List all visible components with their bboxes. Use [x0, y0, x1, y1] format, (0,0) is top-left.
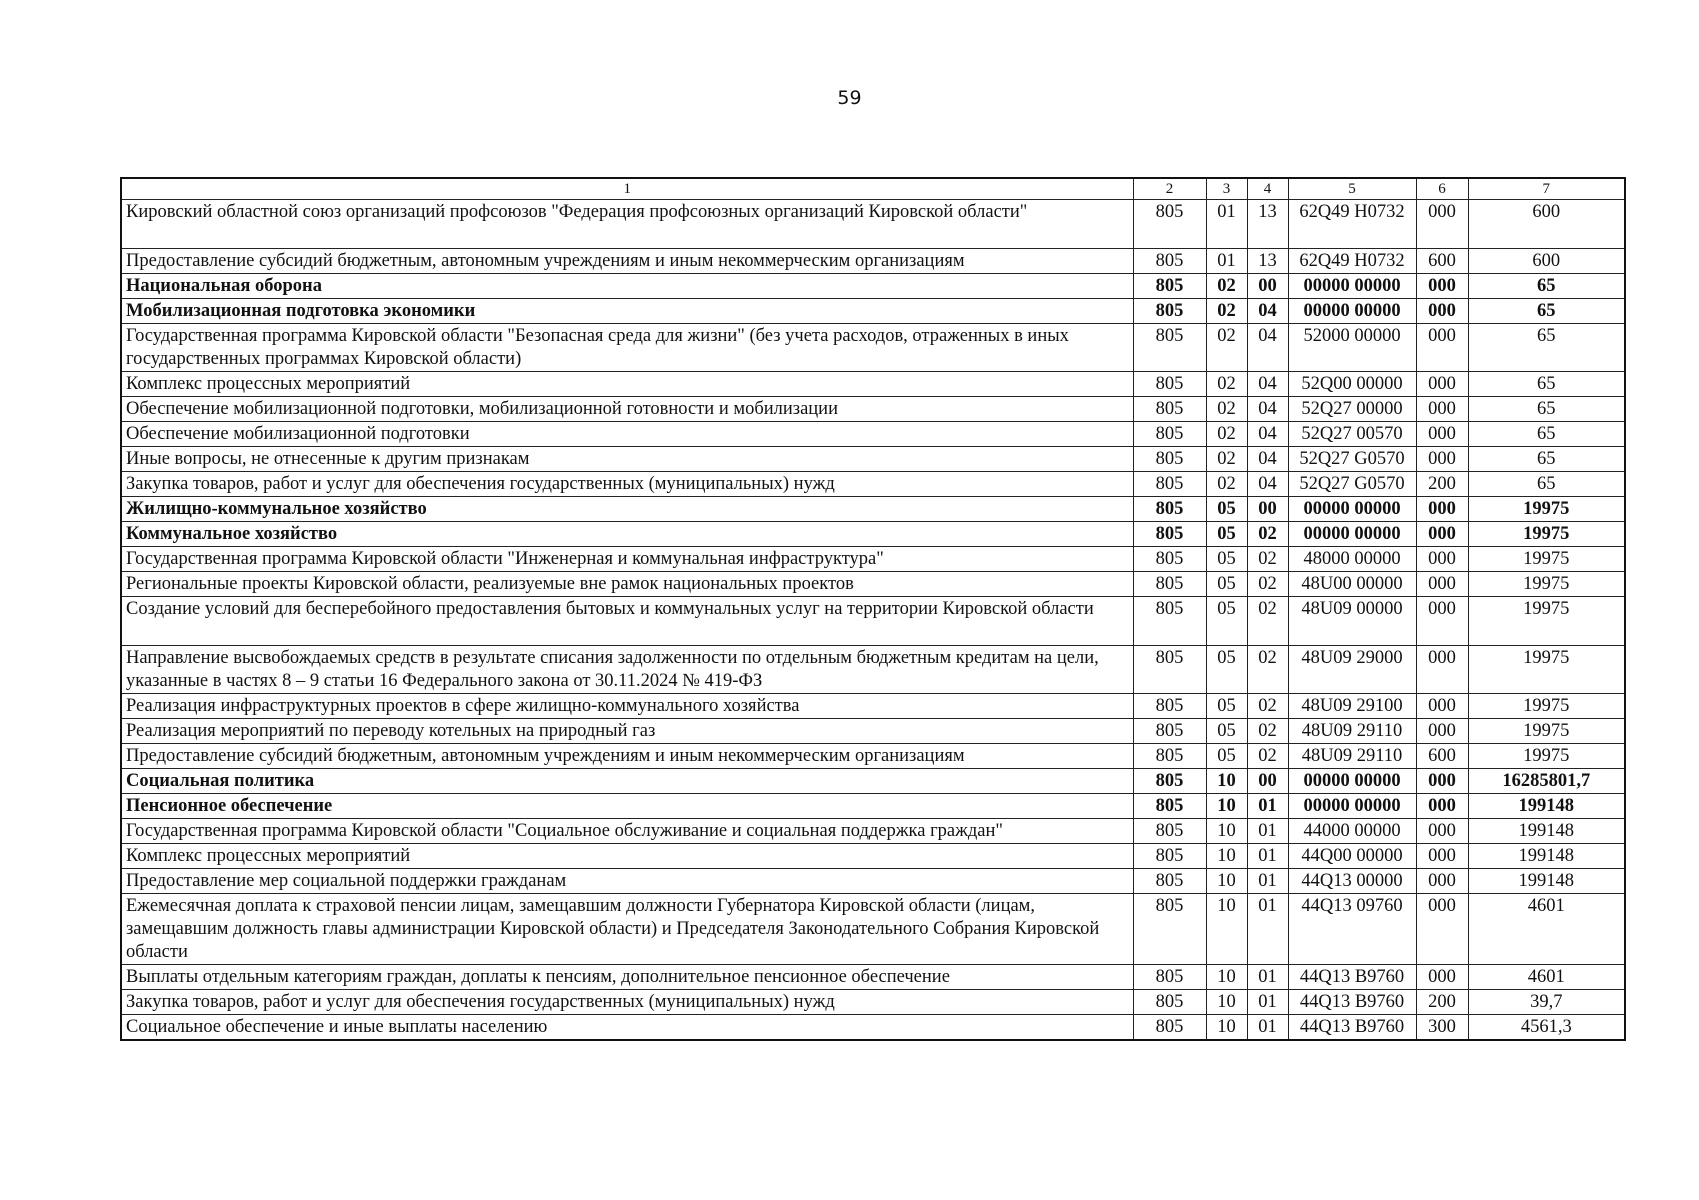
cell-section: 05 [1206, 719, 1247, 744]
cell-name: Иные вопросы, не отнесенные к другим признакам [121, 447, 1133, 472]
cell-subsection: 02 [1247, 719, 1288, 744]
cell-department-code: 805 [1133, 646, 1206, 694]
cell-department-code: 805 [1133, 844, 1206, 869]
cell-department-code: 805 [1133, 472, 1206, 497]
cell-target-item: 00000 00000 [1288, 274, 1416, 299]
cell-expense-type: 200 [1416, 990, 1468, 1015]
cell-target-item: 48U09 29110 [1288, 719, 1416, 744]
cell-amount: 65 [1468, 397, 1625, 422]
cell-target-item: 00000 00000 [1288, 299, 1416, 324]
table-row [121, 497, 1625, 522]
cell-subsection: 02 [1247, 646, 1288, 694]
cell-section: 02 [1206, 324, 1247, 372]
cell-department-code: 805 [1133, 894, 1206, 965]
cell-section: 02 [1206, 447, 1247, 472]
cell-subsection: 13 [1247, 200, 1288, 249]
cell-subsection: 00 [1247, 274, 1288, 299]
cell-department-code: 805 [1133, 299, 1206, 324]
cell-subsection: 01 [1247, 844, 1288, 869]
cell-amount: 65 [1468, 472, 1625, 497]
cell-amount: 19975 [1468, 497, 1625, 522]
cell-section: 05 [1206, 497, 1247, 522]
cell-section: 01 [1206, 200, 1247, 249]
cell-section: 05 [1206, 744, 1247, 769]
cell-expense-type: 000 [1416, 372, 1468, 397]
cell-subsection: 01 [1247, 990, 1288, 1015]
cell-subsection: 01 [1247, 965, 1288, 990]
cell-subsection: 01 [1247, 794, 1288, 819]
table-row [121, 397, 1625, 422]
cell-subsection: 01 [1247, 819, 1288, 844]
cell-amount: 199148 [1468, 844, 1625, 869]
table-row [121, 1015, 1625, 1041]
cell-section: 05 [1206, 547, 1247, 572]
cell-expense-type: 000 [1416, 894, 1468, 965]
cell-expense-type: 000 [1416, 646, 1468, 694]
cell-subsection: 13 [1247, 249, 1288, 274]
cell-target-item: 48U09 29100 [1288, 694, 1416, 719]
header-cell-subsection: 4 [1247, 178, 1288, 200]
cell-subsection: 02 [1247, 744, 1288, 769]
cell-amount: 199148 [1468, 869, 1625, 894]
cell-section: 02 [1206, 299, 1247, 324]
budget-table [120, 177, 1626, 1041]
cell-expense-type: 000 [1416, 794, 1468, 819]
table-row [121, 274, 1625, 299]
table-row [121, 819, 1625, 844]
cell-name: Закупка товаров, работ и услуг для обеспечения государственных (муниципальных) нужд [121, 472, 1133, 497]
cell-name: Государственная программа Кировской области "Инженерная и коммунальная инфраструктура" [121, 547, 1133, 572]
cell-amount: 4601 [1468, 965, 1625, 990]
cell-amount: 19975 [1468, 646, 1625, 694]
cell-name: Создание условий для бесперебойного предоставления бытовых и коммунальных услуг на территории Кировской области [121, 597, 1133, 646]
cell-name: Региональные проекты Кировской области, реализуемые вне рамок национальных проектов [121, 572, 1133, 597]
cell-target-item: 44Q13 B9760 [1288, 990, 1416, 1015]
cell-expense-type: 000 [1416, 447, 1468, 472]
cell-name: Комплекс процессных мероприятий [121, 844, 1133, 869]
table-row [121, 572, 1625, 597]
cell-expense-type: 000 [1416, 422, 1468, 447]
cell-amount: 600 [1468, 200, 1625, 249]
cell-target-item: 48000 00000 [1288, 547, 1416, 572]
cell-department-code: 805 [1133, 397, 1206, 422]
cell-department-code: 805 [1133, 1015, 1206, 1041]
cell-name: Государственная программа Кировской области "Социальное обслуживание и социальная поддержка граждан" [121, 819, 1133, 844]
cell-target-item: 48U09 00000 [1288, 597, 1416, 646]
cell-expense-type: 000 [1416, 299, 1468, 324]
cell-name: Комплекс процессных мероприятий [121, 372, 1133, 397]
cell-section: 05 [1206, 646, 1247, 694]
cell-department-code: 805 [1133, 990, 1206, 1015]
cell-section: 10 [1206, 844, 1247, 869]
table-row [121, 990, 1625, 1015]
cell-subsection: 04 [1247, 447, 1288, 472]
cell-target-item: 00000 00000 [1288, 497, 1416, 522]
cell-section: 10 [1206, 894, 1247, 965]
cell-target-item: 44Q13 B9760 [1288, 965, 1416, 990]
cell-target-item: 52Q27 G0570 [1288, 472, 1416, 497]
table-row [121, 744, 1625, 769]
cell-expense-type: 000 [1416, 200, 1468, 249]
cell-name: Предоставление субсидий бюджетным, автономным учреждениям и иным некоммерческим организациям [121, 249, 1133, 274]
cell-name: Обеспечение мобилизационной подготовки, мобилизационной готовности и мобилизации [121, 397, 1133, 422]
cell-department-code: 805 [1133, 869, 1206, 894]
cell-subsection: 04 [1247, 299, 1288, 324]
cell-department-code: 805 [1133, 769, 1206, 794]
cell-expense-type: 200 [1416, 472, 1468, 497]
cell-target-item: 52Q27 G0570 [1288, 447, 1416, 472]
table-row [121, 522, 1625, 547]
cell-section: 05 [1206, 597, 1247, 646]
cell-department-code: 805 [1133, 694, 1206, 719]
cell-section: 10 [1206, 965, 1247, 990]
cell-expense-type: 000 [1416, 497, 1468, 522]
cell-target-item: 52000 00000 [1288, 324, 1416, 372]
cell-amount: 19975 [1468, 572, 1625, 597]
cell-amount: 19975 [1468, 597, 1625, 646]
cell-name: Мобилизационная подготовка экономики [121, 299, 1133, 324]
table-row [121, 200, 1625, 249]
cell-amount: 199148 [1468, 794, 1625, 819]
cell-name: Социальная политика [121, 769, 1133, 794]
page-number: 59 [837, 87, 862, 109]
header-cell-type: 6 [1416, 178, 1468, 200]
cell-name: Национальная оборона [121, 274, 1133, 299]
cell-name: Обеспечение мобилизационной подготовки [121, 422, 1133, 447]
cell-target-item: 52Q27 00570 [1288, 422, 1416, 447]
table-row [121, 422, 1625, 447]
cell-section: 01 [1206, 249, 1247, 274]
cell-department-code: 805 [1133, 547, 1206, 572]
cell-amount: 65 [1468, 447, 1625, 472]
cell-amount: 19975 [1468, 694, 1625, 719]
cell-subsection: 04 [1247, 422, 1288, 447]
table-row [121, 894, 1625, 965]
cell-amount: 65 [1468, 372, 1625, 397]
cell-department-code: 805 [1133, 522, 1206, 547]
cell-name: Государственная программа Кировской области "Безопасная среда для жизни" (без учета расходов, отраженных в иных государственных программах Кировской области) [121, 324, 1133, 372]
table-row [121, 965, 1625, 990]
table-row [121, 769, 1625, 794]
cell-expense-type: 000 [1416, 719, 1468, 744]
cell-department-code: 805 [1133, 422, 1206, 447]
cell-subsection: 02 [1247, 522, 1288, 547]
cell-section: 02 [1206, 472, 1247, 497]
cell-target-item: 48U09 29000 [1288, 646, 1416, 694]
cell-department-code: 805 [1133, 447, 1206, 472]
cell-expense-type: 000 [1416, 522, 1468, 547]
cell-target-item: 48U00 00000 [1288, 572, 1416, 597]
cell-department-code: 805 [1133, 324, 1206, 372]
cell-target-item: 52Q27 00000 [1288, 397, 1416, 422]
cell-name: Предоставление субсидий бюджетным, автономным учреждениям и иным некоммерческим организациям [121, 744, 1133, 769]
cell-department-code: 805 [1133, 497, 1206, 522]
cell-amount: 16285801,7 [1468, 769, 1625, 794]
cell-expense-type: 000 [1416, 869, 1468, 894]
cell-expense-type: 000 [1416, 844, 1468, 869]
cell-expense-type: 000 [1416, 572, 1468, 597]
cell-subsection: 02 [1247, 694, 1288, 719]
cell-name: Реализация мероприятий по переводу котельных на природный газ [121, 719, 1133, 744]
cell-name: Пенсионное обеспечение [121, 794, 1133, 819]
cell-name: Кировский областной союз организаций профсоюзов "Федерация профсоюзных организаций Кировской области" [121, 200, 1133, 249]
header-cell-code: 2 [1133, 178, 1206, 200]
cell-amount: 600 [1468, 249, 1625, 274]
cell-section: 10 [1206, 1015, 1247, 1041]
table-row [121, 597, 1625, 646]
cell-section: 05 [1206, 522, 1247, 547]
cell-subsection: 00 [1247, 497, 1288, 522]
table-row [121, 249, 1625, 274]
table-row [121, 694, 1625, 719]
cell-expense-type: 000 [1416, 547, 1468, 572]
cell-expense-type: 000 [1416, 769, 1468, 794]
cell-section: 10 [1206, 869, 1247, 894]
cell-section: 10 [1206, 794, 1247, 819]
header-cell-amount: 7 [1468, 178, 1625, 200]
cell-department-code: 805 [1133, 597, 1206, 646]
cell-expense-type: 300 [1416, 1015, 1468, 1041]
table-body [121, 178, 1625, 1040]
cell-target-item: 00000 00000 [1288, 794, 1416, 819]
cell-expense-type: 000 [1416, 324, 1468, 372]
table-row [121, 372, 1625, 397]
cell-expense-type: 000 [1416, 819, 1468, 844]
cell-target-item: 62Q49 H0732 [1288, 249, 1416, 274]
cell-name: Коммунальное хозяйство [121, 522, 1133, 547]
cell-target-item: 44Q13 B9760 [1288, 1015, 1416, 1041]
cell-section: 05 [1206, 694, 1247, 719]
cell-subsection: 00 [1247, 769, 1288, 794]
cell-target-item: 44Q00 00000 [1288, 844, 1416, 869]
header-cell-name: 1 [121, 178, 1133, 200]
cell-name: Ежемесячная доплата к страховой пенсии лицам, замещавшим должности Губернатора Кировской области (лицам, замещавшим должность главы администрации Кировской области) и Председателя Законодательного Собрания Кировской области [121, 894, 1133, 965]
cell-section: 10 [1206, 769, 1247, 794]
cell-name: Направление высвобождаемых средств в результате списания задолженности по отдельным бюджетным кредитам на цели, указанные в частях 8 – 9 статьи 16 Федерального закона от 30.11.2024 № 419-ФЗ [121, 646, 1133, 694]
cell-section: 02 [1206, 397, 1247, 422]
cell-target-item: 44Q13 00000 [1288, 869, 1416, 894]
cell-target-item: 62Q49 H0732 [1288, 200, 1416, 249]
cell-department-code: 805 [1133, 965, 1206, 990]
table-row [121, 324, 1625, 372]
cell-section: 10 [1206, 990, 1247, 1015]
cell-subsection: 02 [1247, 572, 1288, 597]
cell-amount: 65 [1468, 274, 1625, 299]
cell-target-item: 00000 00000 [1288, 522, 1416, 547]
cell-expense-type: 000 [1416, 274, 1468, 299]
header-cell-item: 5 [1288, 178, 1416, 200]
cell-subsection: 01 [1247, 1015, 1288, 1041]
cell-name: Закупка товаров, работ и услуг для обеспечения государственных (муниципальных) нужд [121, 990, 1133, 1015]
cell-target-item: 52Q00 00000 [1288, 372, 1416, 397]
cell-section: 10 [1206, 819, 1247, 844]
cell-section: 02 [1206, 372, 1247, 397]
table-row [121, 869, 1625, 894]
cell-subsection: 02 [1247, 547, 1288, 572]
cell-amount: 4601 [1468, 894, 1625, 965]
cell-department-code: 805 [1133, 794, 1206, 819]
cell-target-item: 44Q13 09760 [1288, 894, 1416, 965]
table-row [121, 794, 1625, 819]
cell-amount: 19975 [1468, 547, 1625, 572]
cell-amount: 19975 [1468, 719, 1625, 744]
table-row [121, 472, 1625, 497]
cell-department-code: 805 [1133, 744, 1206, 769]
cell-department-code: 805 [1133, 819, 1206, 844]
cell-department-code: 805 [1133, 572, 1206, 597]
table-row [121, 844, 1625, 869]
cell-subsection: 01 [1247, 894, 1288, 965]
cell-expense-type: 600 [1416, 249, 1468, 274]
cell-department-code: 805 [1133, 249, 1206, 274]
cell-expense-type: 600 [1416, 744, 1468, 769]
cell-amount: 65 [1468, 324, 1625, 372]
table-row [121, 547, 1625, 572]
cell-section: 02 [1206, 422, 1247, 447]
cell-subsection: 04 [1247, 324, 1288, 372]
cell-subsection: 02 [1247, 597, 1288, 646]
cell-department-code: 805 [1133, 274, 1206, 299]
table-row [121, 646, 1625, 694]
cell-amount: 65 [1468, 299, 1625, 324]
cell-subsection: 04 [1247, 397, 1288, 422]
table-row [121, 299, 1625, 324]
cell-department-code: 805 [1133, 372, 1206, 397]
cell-amount: 199148 [1468, 819, 1625, 844]
cell-amount: 19975 [1468, 744, 1625, 769]
cell-amount: 65 [1468, 422, 1625, 447]
table-row [121, 719, 1625, 744]
cell-department-code: 805 [1133, 200, 1206, 249]
cell-amount: 19975 [1468, 522, 1625, 547]
cell-expense-type: 000 [1416, 965, 1468, 990]
cell-subsection: 04 [1247, 472, 1288, 497]
cell-name: Жилищно-коммунальное хозяйство [121, 497, 1133, 522]
cell-expense-type: 000 [1416, 397, 1468, 422]
cell-amount: 4561,3 [1468, 1015, 1625, 1041]
cell-department-code: 805 [1133, 719, 1206, 744]
cell-target-item: 00000 00000 [1288, 769, 1416, 794]
cell-subsection: 01 [1247, 869, 1288, 894]
cell-target-item: 44000 00000 [1288, 819, 1416, 844]
cell-name: Выплаты отдельным категориям граждан, доплаты к пенсиям, дополнительное пенсионное обеспечение [121, 965, 1133, 990]
cell-expense-type: 000 [1416, 694, 1468, 719]
cell-subsection: 04 [1247, 372, 1288, 397]
header-cell-section: 3 [1206, 178, 1247, 200]
cell-amount: 39,7 [1468, 990, 1625, 1015]
cell-section: 02 [1206, 274, 1247, 299]
table-row [121, 447, 1625, 472]
cell-expense-type: 000 [1416, 597, 1468, 646]
cell-name: Предоставление мер социальной поддержки гражданам [121, 869, 1133, 894]
cell-section: 05 [1206, 572, 1247, 597]
cell-name: Реализация инфраструктурных проектов в сфере жилищно-коммунального хозяйства [121, 694, 1133, 719]
cell-name: Социальное обеспечение и иные выплаты населению [121, 1015, 1133, 1041]
cell-target-item: 48U09 29110 [1288, 744, 1416, 769]
table-header-row [121, 178, 1625, 200]
